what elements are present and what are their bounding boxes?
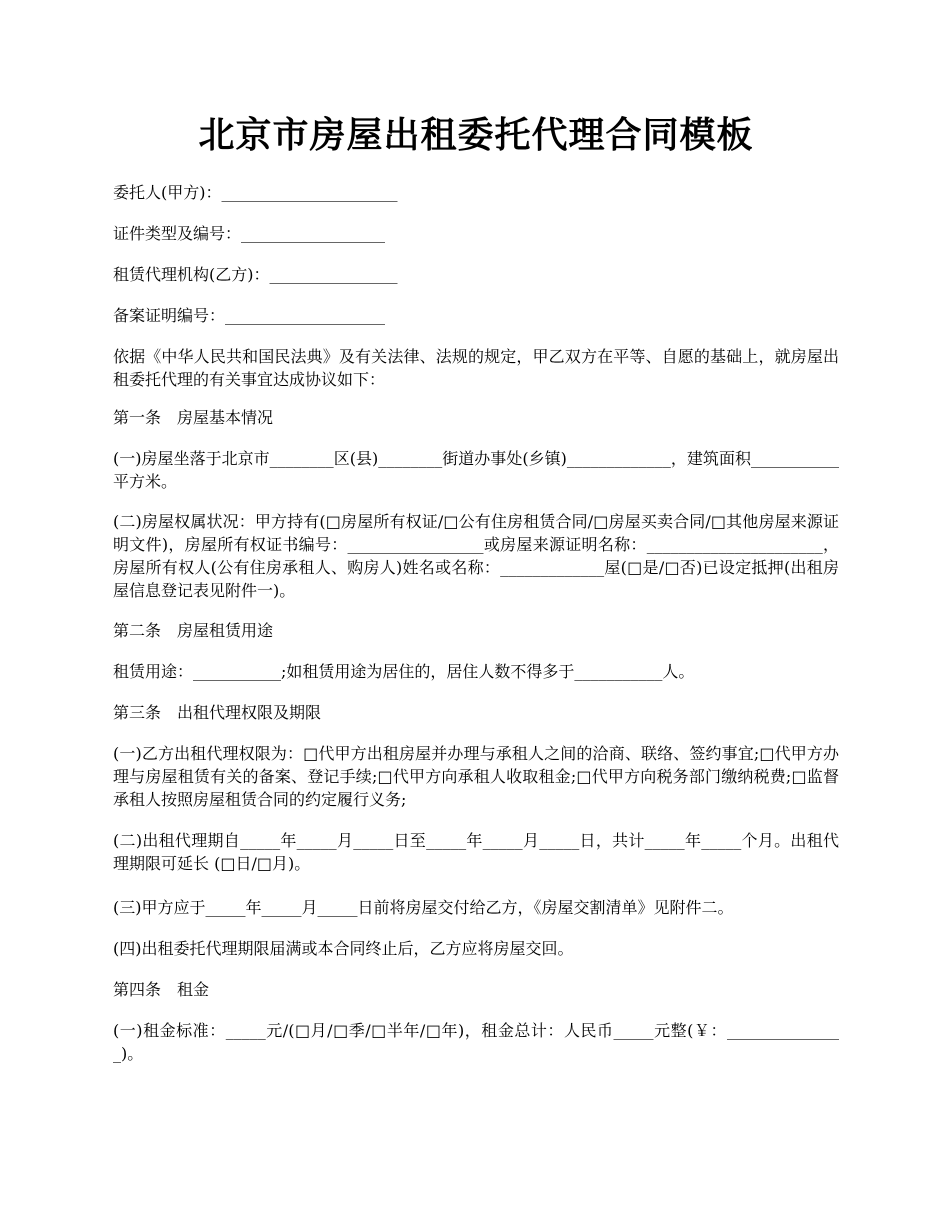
- article-1-heading: 第一条 房屋基本情况: [113, 408, 274, 427]
- principal-field: 委托人(甲方)：______________________: [113, 183, 398, 202]
- filing-number-field: 备案证明编号：____________________: [113, 306, 386, 325]
- article-3-clause-4: (四)出租委托代理期限届满或本合同终止后，乙方应将房屋交回。: [113, 939, 574, 958]
- article-1-clause-1: (一)房屋坐落于北京市________区(县)________街道办事处(乡镇)_____________，建筑面积___________平方米。: [113, 449, 839, 491]
- article-3-clause-2: (二)出租代理期自_____年_____月_____日至_____年_____月_____日，共计_____年_____个月。出租代理期限可延长 (□日/□月)。: [113, 831, 839, 873]
- article-1-clause-2: (二)房屋权属状况：甲方持有(□房屋所有权证/□公有住房租赁合同/□房屋买卖合同/□其他房屋来源证明文件)，房屋所有权证书编号：_________________或房屋来源证明名称：______________________，房屋所有权人(公有住房承租人、购房人)姓名或名称：_____________屋(□是/□否)已设定抵押(出租房屋信息登记表见附件一)。: [113, 512, 839, 600]
- agency-field: 租赁代理机构(乙方)：________________: [113, 265, 398, 284]
- article-4-heading: 第四条 租金: [113, 980, 210, 999]
- id-number-field: 证件类型及编号：__________________: [113, 224, 386, 243]
- article-2-clause-1: 租赁用途：___________;如租赁用途为居住的，居住人数不得多于___________人。: [113, 662, 695, 681]
- article-4-clause-1: (一)租金标准：_____元/(□月/□季/□半年/□年)，租金总计：人民币_____元整(￥：_______________)。: [113, 1021, 839, 1063]
- article-3-heading: 第三条 出租代理权限及期限: [113, 703, 322, 722]
- document-title: 北京市房屋出租委托代理合同模板: [198, 115, 754, 156]
- intro-paragraph: 依据《中华人民共和国民法典》及有关法律、法规的规定，甲乙双方在平等、自愿的基础上，就房屋出租委托代理的有关事宜达成协议如下：: [113, 347, 839, 389]
- article-3-clause-1: (一)乙方出租代理权限为：□代甲方出租房屋并办理与承租人之间的洽商、联络、签约事宜;□代甲方办理与房屋租赁有关的备案、登记手续;□代甲方向承租人收取租金;□代甲方向税务部门缴纳税费;□监督承租人按照房屋租赁合同的约定履行义务;: [113, 744, 839, 809]
- article-3-clause-3: (三)甲方应于_____年_____月_____日前将房屋交付给乙方，《房屋交割清单》见附件二。: [113, 898, 734, 917]
- article-2-heading: 第二条 房屋租赁用途: [113, 621, 274, 640]
